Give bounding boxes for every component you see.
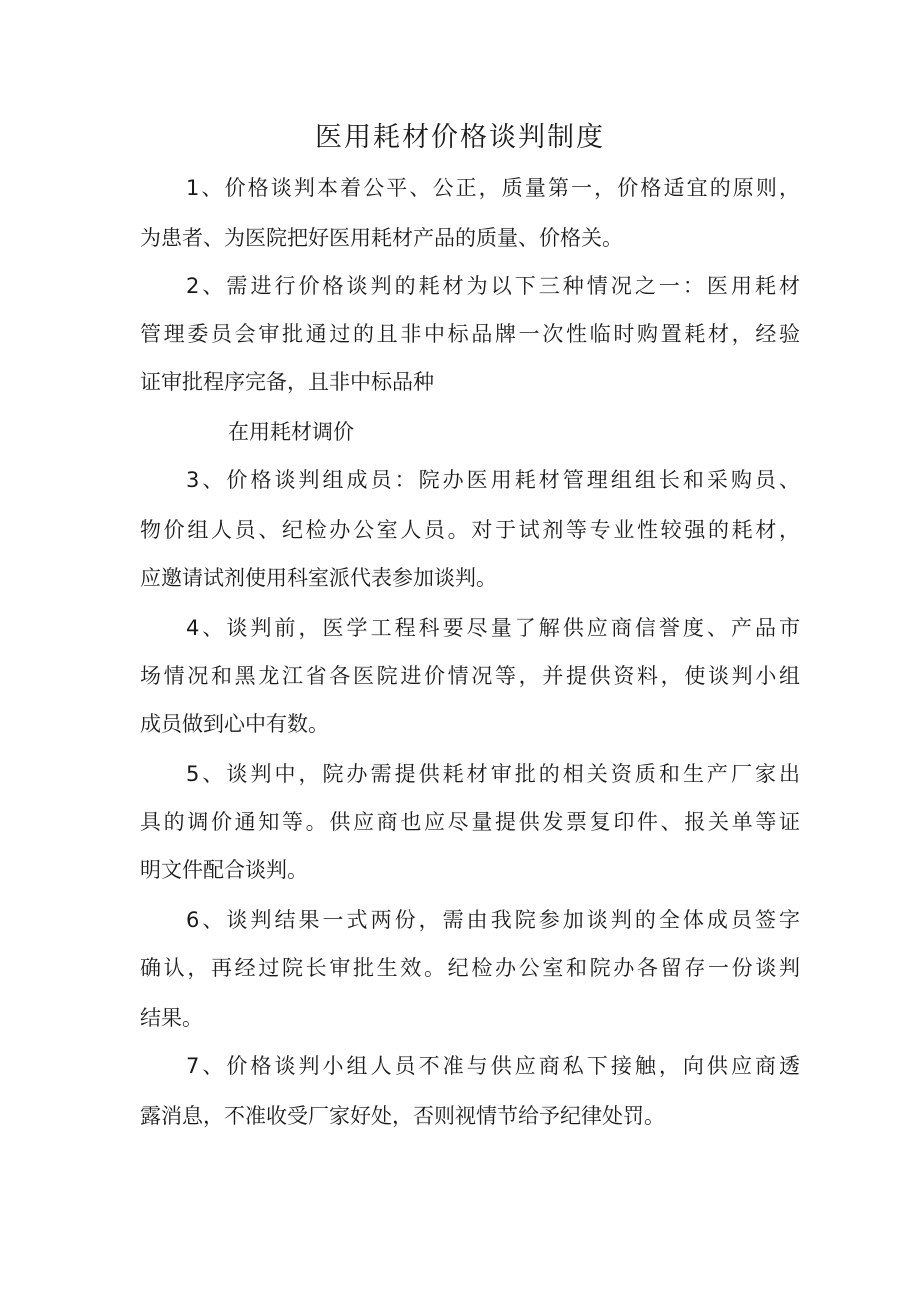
clause-6-line-2: 确认，再经过院长审批生效。纪检办公室和院办各留存一份谈判 (140, 956, 800, 980)
clause-2-line-4: 在用耗材调价 (228, 420, 354, 444)
clause-6-line-1: 6、谈判结果一式两份，需由我院参加谈判的全体成员签字 (186, 908, 800, 932)
clause-3-line-3: 应邀请试剂使用科室派代表参加谈判。 (140, 566, 497, 590)
clause-2-line-1: 2、需进行价格谈判的耗材为以下三种情况之一：医用耗材 (186, 274, 800, 298)
clause-2-line-3: 证审批程序完备，且非中标品种 (140, 370, 434, 394)
clause-1-line-1: 1、价格谈判本着公平、公正，质量第一，价格适宜的原则， (186, 176, 800, 200)
clause-2-line-2: 管理委员会审批通过的且非中标品牌一次性临时购置耗材，经验 (140, 322, 800, 346)
clause-3-line-1: 3、价格谈判组成员：院办医用耗材管理组组长和采购员、 (186, 468, 800, 492)
clause-4-line-3: 成员做到心中有数。 (140, 712, 329, 736)
clause-5-line-3: 明文件配合谈判。 (140, 858, 308, 882)
clause-1-line-2: 为患者、为医院把好医用耗材产品的质量、价格关。 (140, 226, 623, 250)
clause-5-line-2: 具的调价通知等。供应商也应尽量提供发票复印件、报关单等证 (140, 810, 800, 834)
clause-7-line-2: 露消息，不准收受厂家好处，否则视情节给予纪律处罚。 (140, 1104, 665, 1128)
clause-4-line-1: 4、谈判前，医学工程科要尽量了解供应商信誉度、产品市 (186, 616, 800, 640)
document-title: 医用耗材价格谈判制度 (315, 122, 605, 153)
clause-7-line-1: 7、价格谈判小组人员不准与供应商私下接触，向供应商透 (186, 1054, 800, 1078)
clause-4-line-2: 场情况和黑龙江省各医院进价情况等，并提供资料，使谈判小组 (140, 664, 800, 688)
clause-6-line-3: 结果。 (140, 1006, 203, 1030)
clause-3-line-2: 物价组人员、纪检办公室人员。对于试剂等专业性较强的耗材， (140, 518, 800, 542)
clause-5-line-1: 5、谈判中，院办需提供耗材审批的相关资质和生产厂家出 (186, 762, 800, 786)
